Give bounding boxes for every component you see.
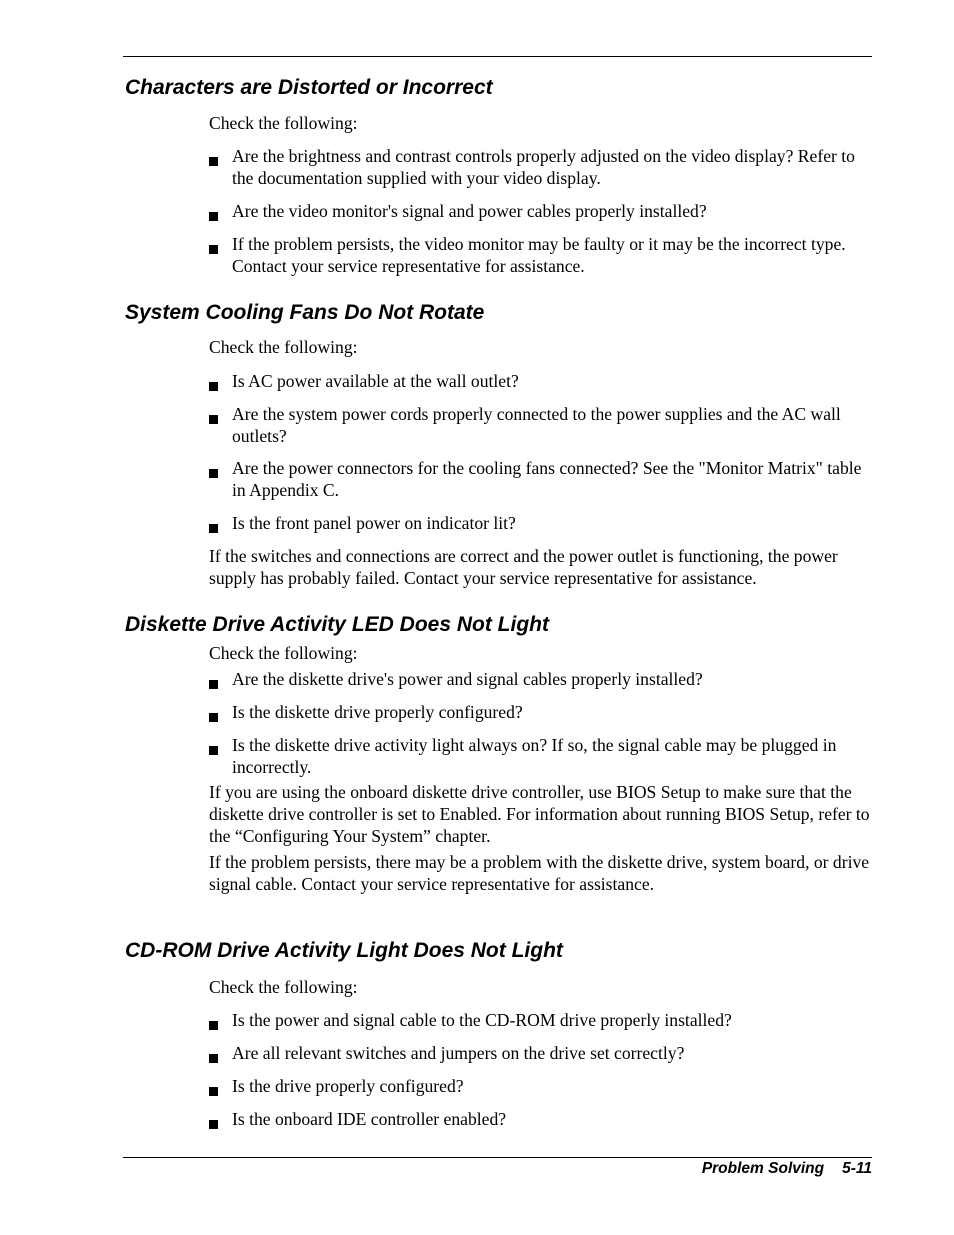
body-paragraph: If the problem persists, there may be a problem with the diskette drive, system board, or drive signal cable. Contact your service representative for assistance. bbox=[209, 852, 870, 894]
section-heading-cdrom-light: CD-ROM Drive Activity Light Does Not Light bbox=[125, 939, 563, 962]
square-bullet-icon bbox=[209, 1021, 218, 1030]
square-bullet-icon bbox=[209, 382, 218, 391]
square-bullet-icon bbox=[209, 1054, 218, 1063]
body-paragraph: If the switches and connections are correct and the power outlet is functioning, the power supply has probably failed. Contact your service representative for assistance. bbox=[209, 546, 838, 588]
square-bullet-icon bbox=[209, 212, 218, 221]
section-heading-cooling-fans: System Cooling Fans Do Not Rotate bbox=[125, 301, 485, 324]
square-bullet-icon bbox=[209, 415, 218, 424]
page-footer bbox=[702, 1158, 872, 1180]
square-bullet-icon bbox=[209, 680, 218, 689]
section-heading-diskette-led: Diskette Drive Activity LED Does Not Light bbox=[125, 613, 549, 636]
square-bullet-icon bbox=[209, 469, 218, 478]
square-bullet-icon bbox=[209, 713, 218, 722]
square-bullet-icon bbox=[209, 245, 218, 254]
section-intro: Check the following: bbox=[209, 113, 358, 133]
square-bullet-icon bbox=[209, 1120, 218, 1129]
footer-page-number: 5-11 bbox=[842, 1160, 872, 1177]
header-rule bbox=[123, 56, 872, 57]
footer-chapter-title: Problem Solving bbox=[701, 1160, 825, 1177]
square-bullet-icon bbox=[209, 157, 218, 166]
square-bullet-icon bbox=[209, 524, 218, 533]
section-intro: Check the following: bbox=[209, 643, 358, 663]
section-intro: Check the following: bbox=[209, 337, 358, 357]
body-paragraph: If you are using the onboard diskette drive controller, use BIOS Setup to make sure that the diskette drive controller is set to Enabled. For information about running BIOS Setup, refer to the “Configuring Your System” chapter. bbox=[209, 782, 870, 846]
square-bullet-icon bbox=[209, 1087, 218, 1096]
section-intro: Check the following: bbox=[209, 977, 358, 997]
square-bullet-icon bbox=[209, 746, 218, 755]
section-heading-characters-distorted: Characters are Distorted or Incorrect bbox=[125, 76, 493, 99]
